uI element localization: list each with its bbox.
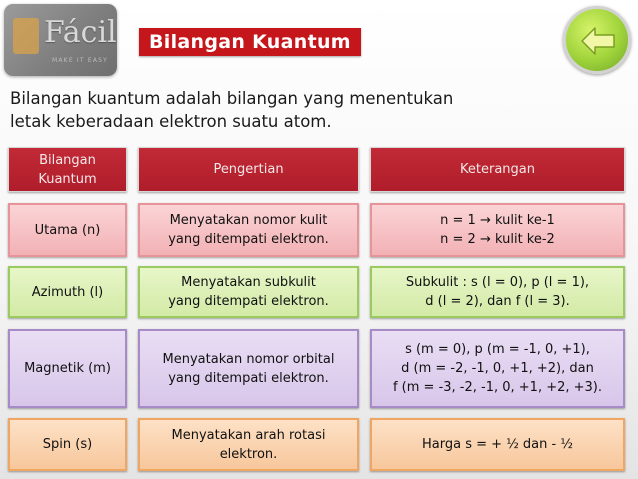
row-azimuth-note: Subkulit : s (l = 0), p (l = 1), d (l = 2), dan f (l = 3). (370, 266, 625, 318)
page-title: Bilangan Kuantum (139, 28, 361, 56)
facil-logo (4, 4, 117, 76)
row-utama-meaning: Menyatakan nomor kulit yang ditempati elektron. (138, 203, 359, 257)
back-button[interactable] (563, 6, 631, 74)
row-spin-note: Harga s = + ½ dan - ½ (370, 418, 625, 471)
header-pengertian: Pengertian (138, 147, 359, 192)
row-spin-meaning: Menyatakan arah rotasi elektron. (138, 418, 359, 471)
row-azimuth-name: Azimuth (l) (8, 266, 127, 318)
intro-text: Bilangan kuantum adalah bilangan yang menentukan letak keberadaan elektron suatu atom. (10, 89, 454, 131)
row-magnetik-meaning: Menyatakan nomor orbital yang ditempati elektron. (138, 329, 359, 408)
row-magnetik-name: Magnetik (m) (8, 329, 127, 408)
logo-tagline: MAKE IT EASY (52, 57, 109, 64)
row-utama-name: Utama (n) (8, 203, 127, 257)
header-bilangan-kuantum: Bilangan Kuantum (8, 147, 127, 192)
row-utama-note: n = 1 → kulit ke-1 n = 2 → kulit ke-2 (370, 203, 625, 257)
arrow-left-icon (580, 26, 616, 56)
row-magnetik-note: s (m = 0), p (m = -1, 0, +1), d (m = -2, -1, 0, +1, +2), dan f (m = -3, -2, -1, 0, +1, +2, +3). (370, 329, 625, 408)
header-keterangan: Keterangan (370, 147, 625, 192)
row-spin-name: Spin (s) (8, 418, 127, 471)
logo-badge-icon (13, 18, 39, 54)
row-azimuth-meaning: Menyatakan subkulit yang ditempati elektron. (138, 266, 359, 318)
logo-word: Fácil (44, 15, 117, 50)
